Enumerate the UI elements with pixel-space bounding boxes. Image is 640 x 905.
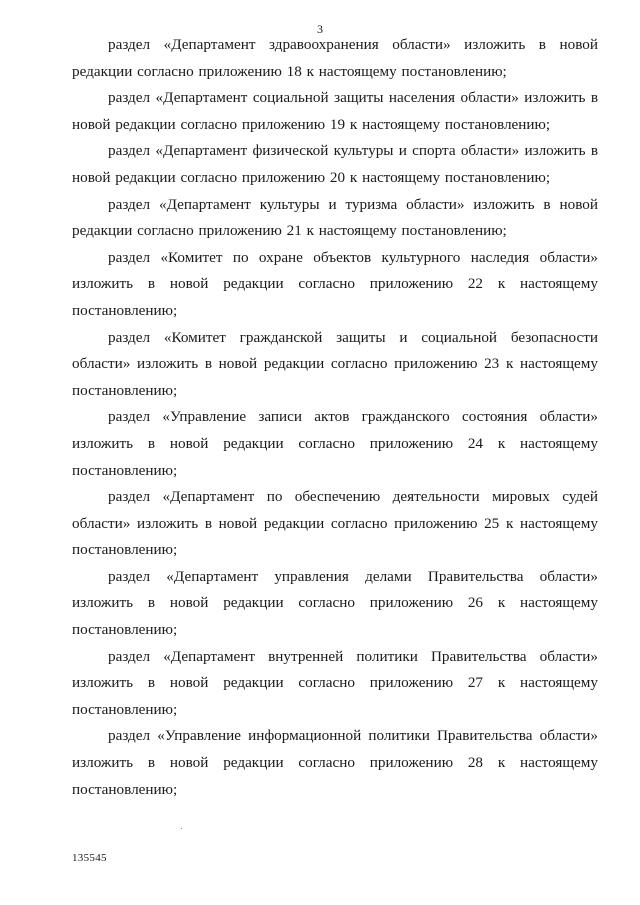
- paragraph: раздел «Комитет гражданской защиты и социальной безопасности области» изложить в новой редакции согласно приложению 23 к настоящему постановлению;: [72, 328, 598, 399]
- document-code: 135545: [72, 852, 107, 864]
- paragraph: раздел «Управление информационной политики Правительства области» изложить в новой редакции согласно приложению 28 к настоящему постановлению;: [72, 727, 598, 798]
- paragraph: раздел «Департамент здравоохранения области» изложить в новой редакции согласно приложению 18 к настоящему постановлению;: [72, 36, 598, 80]
- paragraph: раздел «Департамент внутренней политики Правительства области» изложить в новой редакции согласно приложению 27 к настоящему постановлению;: [72, 647, 598, 718]
- paragraph: раздел «Департамент социальной защиты населения области» изложить в новой редакции согласно приложению 19 к настоящему постановлению;: [72, 89, 598, 133]
- paragraph: раздел «Комитет по охране объектов культурного наследия области» изложить в новой редакции согласно приложению 22 к настоящему постановлению;: [72, 248, 598, 319]
- scan-speck: [181, 828, 182, 829]
- paragraph: раздел «Управление записи актов гражданского состояния области» изложить в новой редакции согласно приложению 24 к настоящему постановлению;: [72, 408, 598, 479]
- paragraph: раздел «Департамент по обеспечению деятельности мировых судей области» изложить в новой редакции согласно приложению 25 к настоящему постановлению;: [72, 488, 598, 559]
- document-body: [72, 32, 598, 803]
- paragraph: раздел «Департамент управления делами Правительства области» изложить в новой редакции согласно приложению 26 к настоящему постановлению;: [72, 567, 598, 639]
- paragraph: раздел «Департамент физической культуры и спорта области» изложить в новой редакции согласно приложению 20 к настоящему постановлению;: [72, 142, 598, 186]
- page-number: 3: [317, 22, 323, 36]
- paragraph: раздел «Департамент культуры и туризма области» изложить в новой редакции согласно приложению 21 к настоящему постановлению;: [72, 195, 598, 240]
